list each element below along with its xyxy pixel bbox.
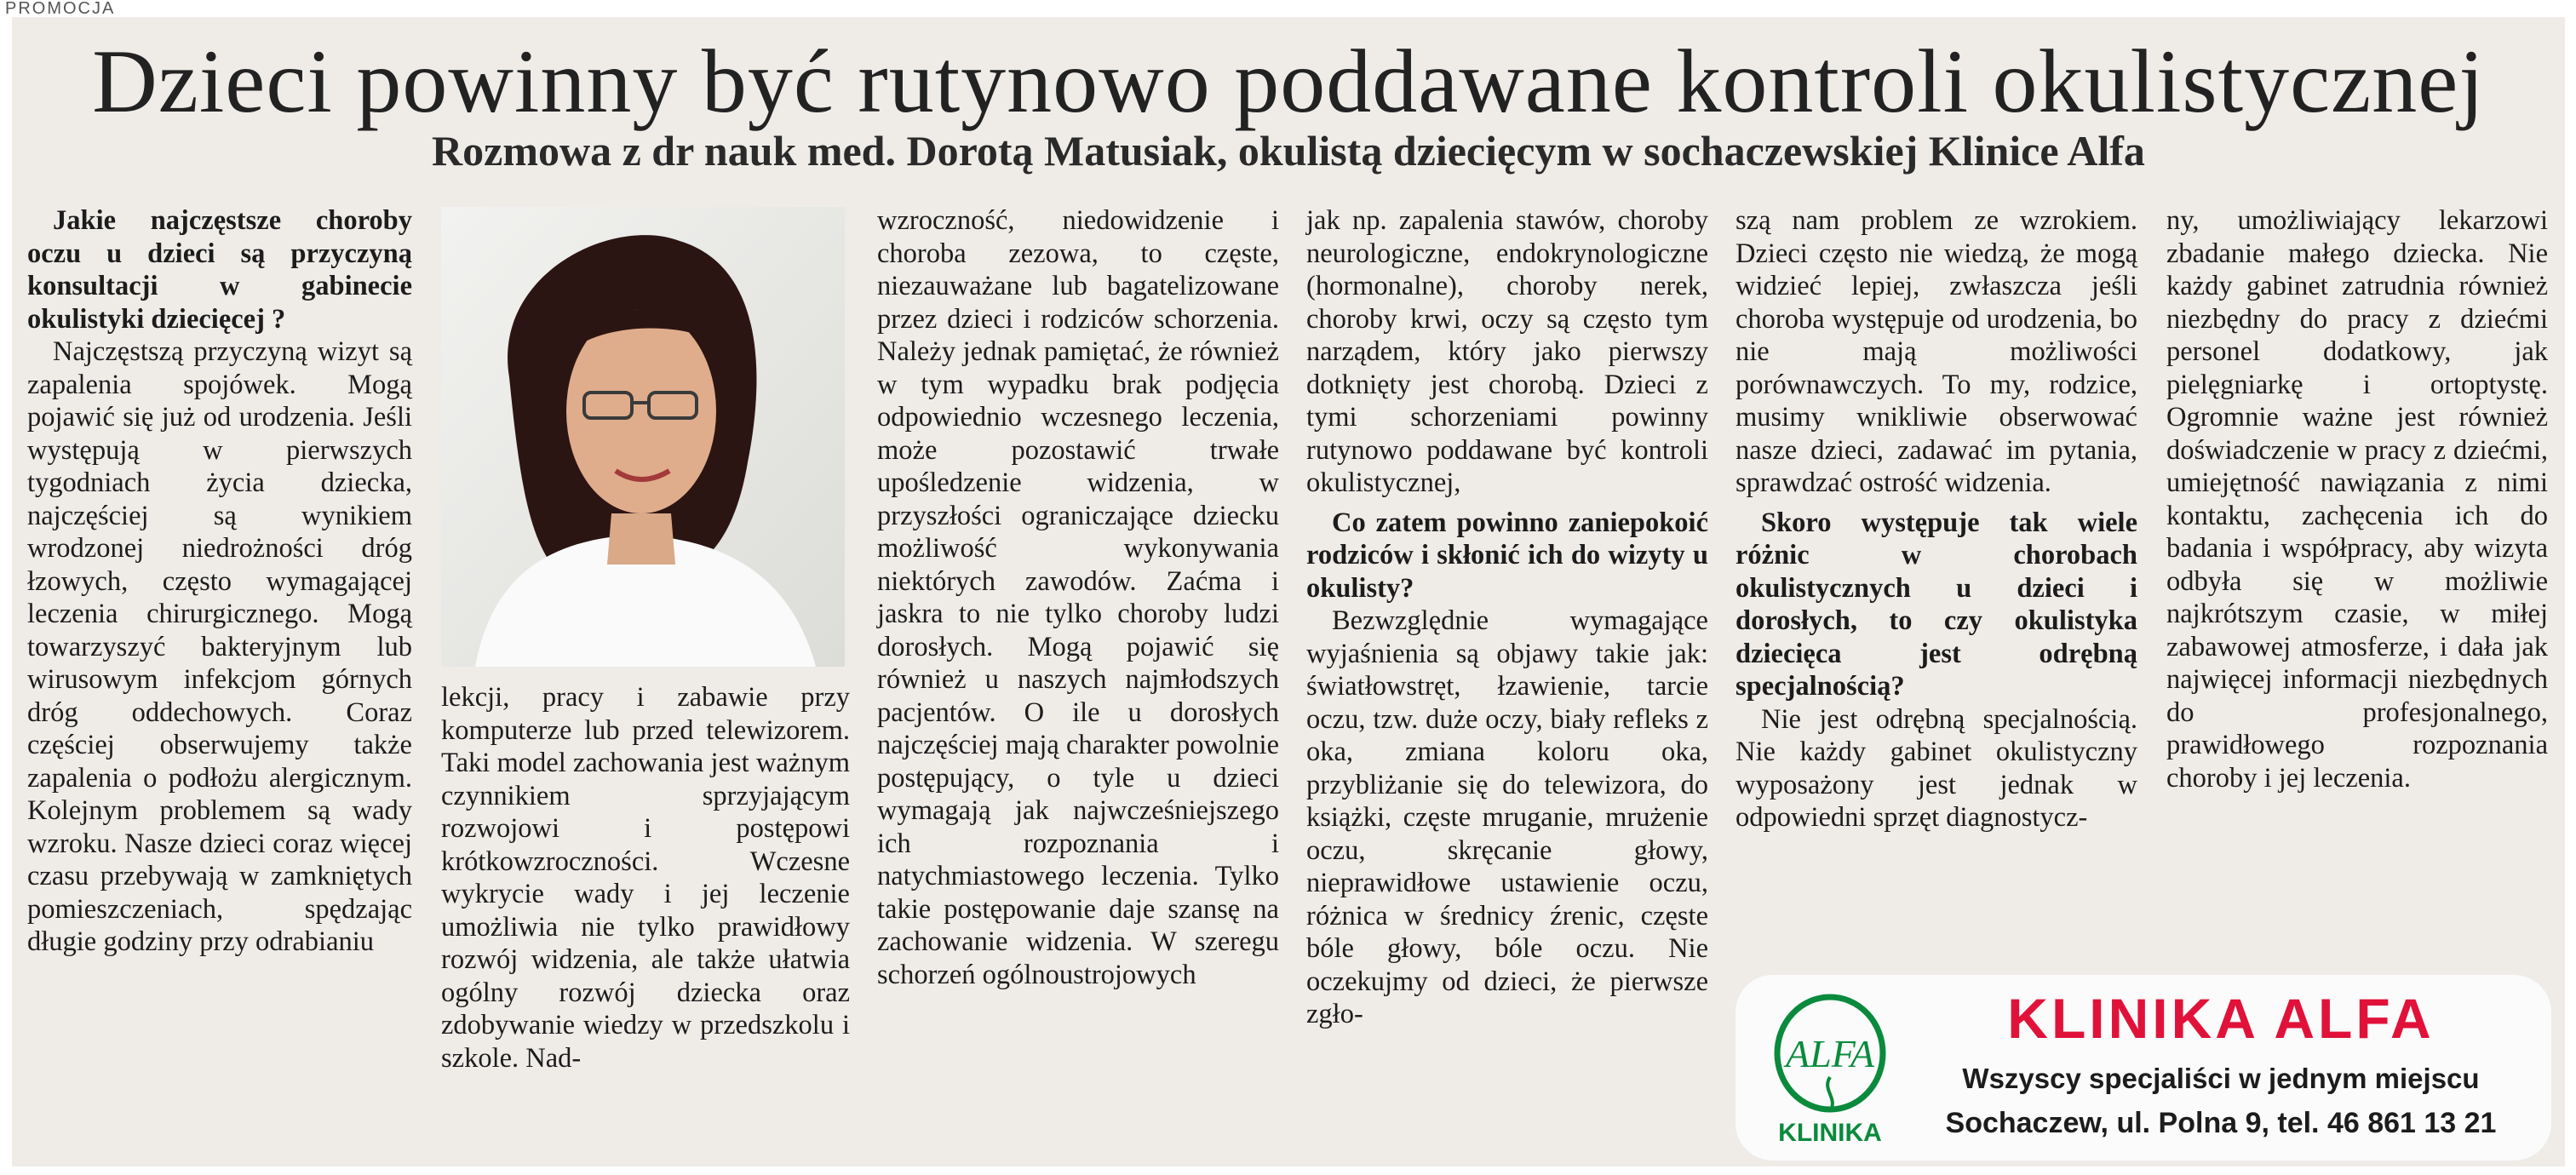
clinic-address: Sochaczew, ul. Polna 9, tel. 46 861 13 21	[1945, 1107, 2497, 1139]
answer-1-part-1: Najczęstszą przyczyną wizyt są zapalenia spojówek. Mogą pojawić się już od urodzenia. Jeśli występują w pierwszych tygodniach życia dziecka, najczęściej są wynikiem wrodzonej niedrożności dróg łzowych, często wymagającej leczenia chirurgicznego. Mogą towarzyszyć bakteryjnym lub wirusowym infekcjom górnych dróg oddechowych. Coraz częściej obserwujemy także zapalenia o podłożu alergicznym. Kolejnym problemem są wady wzroku. Nasze dzieci coraz więcej czasu przebywają w zamkniętych pomieszczeniach, spędzając długie godziny przy odrabianiu	[27, 336, 412, 957]
subheadline: Rozmowa z dr nauk med. Dorotą Matusiak, okulistą dziecięcym w sochaczewskiej Klinice Alfa	[432, 127, 2145, 175]
article-column-5	[1736, 204, 2137, 834]
question-3: Skoro występuje tak wiele różnic w chorobach okulistycznych u dzieci i dorosłych, to czy okulistyka dziecięca jest odrębną specjalnością?	[1736, 507, 2137, 702]
promo-label: PROMOCJA	[5, 0, 116, 15]
answer-1-part-2: lekcji, pracy i zabawie przy komputerze lub przed telewizorem. Taki model zachowania jest ważnym czynnikiem sprzyjającym rozwojowi i postępowi krótkowzroczności. Wczesne wykrycie wady i jej leczenie umożliwia nie tylko prawidłowy rozwój widzenia, ale także ułatwia ogólny rozwój dziecka oraz zdobywanie wiedzy w przedszkolu i szkole. Nad-	[441, 682, 850, 1074]
article-column-4	[1306, 204, 1708, 1031]
answer-1-part-4: jak np. zapalenia stawów, choroby neurologiczne, endokrynologiczne (hormonalne), choroby nerek, choroby krwi, oczy są często tym narządem, który jako pierwszy dotknięty jest chorobą. Dzieci z tymi schorzeniami powinny rutynowo poddawane być kontroli okulistycznej,	[1306, 205, 1708, 498]
article-column-3	[877, 204, 1279, 991]
answer-1-part-3: wzroczność, niedowidzenie i choroba zezowa, to częste, niezauważane lub bagatelizowane przez dzieci i rodziców schorzenia. Należy jednak pamiętać, że również w tym wypadku brak podjęcia odpowiednio wczesnego leczenia, może pozostawić trwałe upośledzenie widzenia, w przyszłości ograniczające dziecku możliwość wykonywania niektórych zawodów. Zaćma i jaskra to nie tylko choroby ludzi dorosłych. Mogą pojawić się również u naszych najmłodszych pacjentów. O ile u dorosłych najczęściej mają charakter powolnie postępujący, o tyle u dzieci wymagają jak najwcześniejszego ich rozpoznania i natychmiastowego leczenia. Tylko takie postępowanie daje szansę na zachowanie widzenia. W szeregu schorzeń ogólnoustrojowych	[877, 205, 1279, 990]
logo-word: KLINIKA	[1778, 1119, 1882, 1147]
clinic-advertisement	[1736, 975, 2551, 1161]
headline: Dzieci powinny być rutynowo poddawane kontroli okulistycznej	[92, 32, 2485, 131]
article-page	[12, 17, 2565, 1166]
article-column-1	[27, 204, 412, 959]
answer-2-part-1: Bezwzględnie wymagające wyjaśnienia są objawy takie jak: światłowstręt, łzawienie, tarcie oczu, tzw. duże oczy, biały refleks z oka, zmiana koloru oka, przybliżanie się do telewizora, do książki, częste mruganie, mrużenie oczu, skręcanie głowy, nieprawidłowe ustawienie oczu, różnica w średnicy źrenic, częste bóle głowy, bóle oczu. Nie oczekujmy od dzieci, że pierwsze zgło-	[1306, 605, 1708, 1029]
clinic-name: KLINIKA ALFA	[2007, 987, 2435, 1050]
article-column-2	[441, 681, 850, 1075]
answer-2-part-2: szą nam problem ze wzrokiem. Dzieci często nie wiedzą, że mogą widzieć lepiej, zwłaszcza jeśli choroba występuje od urodzenia, bo nie mają możliwości porównawczych. To my, rodzice, musimy wnikliwie obserwować nasze dzieci, zadawać im pytania, sprawdzać ostrość widzenia.	[1736, 205, 2137, 498]
question-1: Jakie najczęstsze choroby oczu u dzieci są przyczyną konsultacji w gabinecie okulistyki dziecięcej ?	[27, 205, 412, 335]
answer-3-part-2: ny, umożliwiający lekarzowi zbadanie małego dziecka. Nie każdy gabinet zatrudnia również niezbędny do pracy z dziećmi personel dodatkowy, jak pielęgniarkę i ortoptystę. Ogromnie ważne jest również doświadczenie w pracy z dziećmi, umiejętność nawiązania z nimi kontaktu, zachęcenia ich do badania i współpracy, aby wizyta odbyła się w możliwie najkrótszym czasie, w miłej zabawowej atmosferze, i dała jak najwięcej informacji niezbędnych do profesjonalnego, prawidłowego rozpoznania choroby i jej leczenia.	[2166, 205, 2548, 794]
doctor-photo	[441, 207, 845, 667]
article-column-6	[2166, 204, 2548, 794]
answer-3-part-1: Nie jest odrębną specjalnością. Nie każdy gabinet okulistyczny wyposażony jest jednak w odpowiedni sprzęt diagnostycz-	[1736, 703, 2137, 833]
clinic-tagline: Wszyscy specjaliści w jednym miejscu	[1962, 1063, 2480, 1094]
doctor-portrait-illustration	[441, 207, 845, 667]
question-2: Co zatem powinno zaniepokoić rodziców i skłonić ich do wizyty u okulisty?	[1306, 507, 1708, 604]
logo-mark-text: ALFA	[1786, 1032, 1874, 1075]
